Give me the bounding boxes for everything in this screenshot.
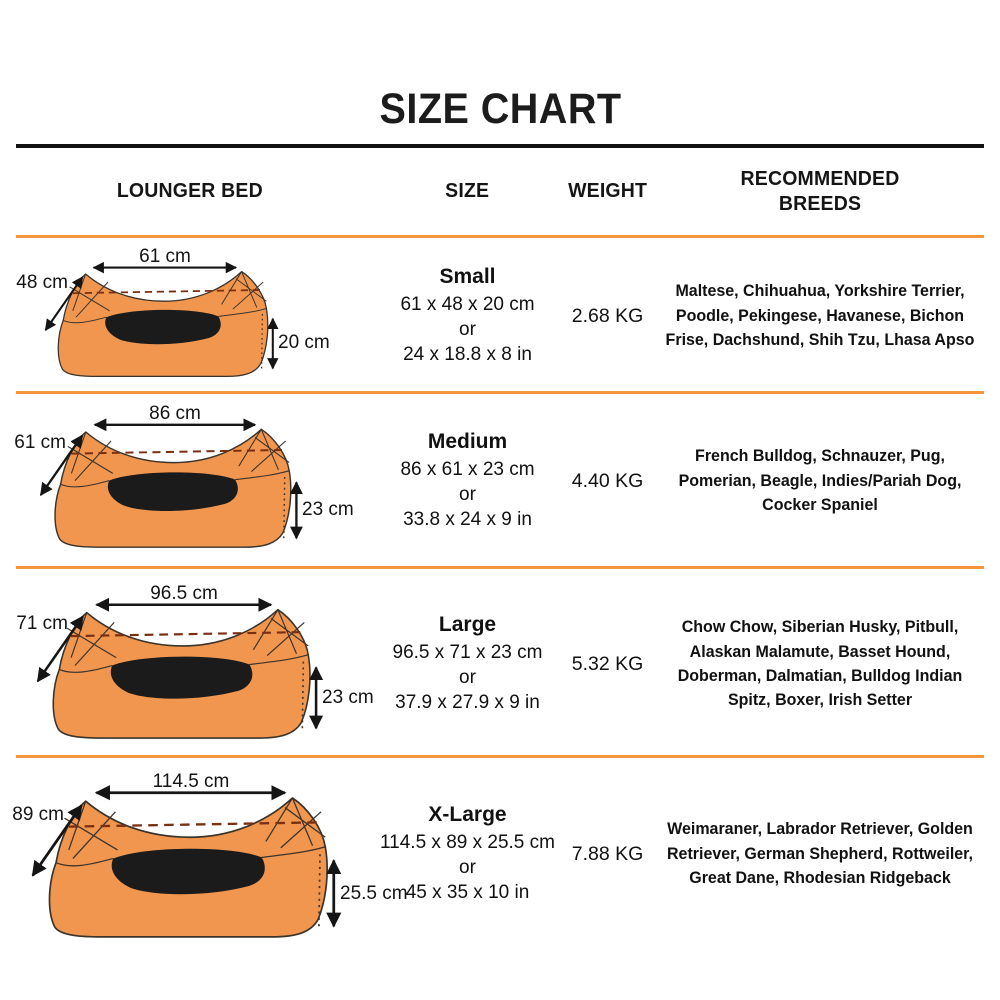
width-dim-label: 61 cm xyxy=(139,246,191,267)
depth-dim-label: 61 cm xyxy=(14,432,66,453)
header-recommended-breeds: RECOMMENDED BREEDS xyxy=(740,167,900,215)
breeds-cell-x-large xyxy=(650,758,990,950)
title-block xyxy=(16,0,984,148)
weight-value: 5.32 KG xyxy=(571,652,644,675)
table-row-medium xyxy=(10,394,990,566)
size-dims-in: 33.8 x 24 x 9 in xyxy=(403,509,532,531)
depth-dim-label: 48 cm xyxy=(16,272,68,293)
bed-cell-large xyxy=(10,569,374,759)
weight-cell-x-large xyxy=(565,758,650,950)
size-name: X-Large xyxy=(428,802,507,826)
table-row-x-large xyxy=(10,758,990,946)
size-cell-x-large xyxy=(370,758,565,950)
page-title: SIZE CHART xyxy=(379,85,621,133)
size-dims-cm: 61 x 48 x 20 cm xyxy=(400,293,535,315)
or-separator: or xyxy=(459,318,476,340)
size-dims-in: 45 x 35 x 10 in xyxy=(405,882,530,904)
height-dim-label: 20 cm xyxy=(278,332,330,353)
height-dim-label: 23 cm xyxy=(322,687,374,708)
bed-cell-medium xyxy=(10,394,370,568)
height-dim-label: 25.5 cm xyxy=(340,883,408,904)
header-size: SIZE xyxy=(445,179,490,203)
size-cell-medium xyxy=(370,394,565,568)
table-row-small xyxy=(10,238,990,391)
breeds-list: French Bulldog, Schnauzer, Pug, Pomerian, Beagle, Indies/Pariah Dog, Cocker Spaniel xyxy=(678,447,962,515)
size-dims-cm: 114.5 x 89 x 25.5 cm xyxy=(380,831,555,853)
lounger-bed-illustration-small xyxy=(10,244,370,394)
size-dims-cm: 96.5 x 71 x 23 cm xyxy=(392,641,543,663)
breeds-list: Chow Chow, Siberian Husky, Pitbull, Alaskan Malamute, Basset Hound, Doberman, Dalmatian, Bulldog Indian Spitz, Boxer, Irish Setter xyxy=(677,618,963,710)
breeds-cell-medium xyxy=(650,394,990,568)
or-separator: or xyxy=(459,483,476,505)
header-cell-lounger-bed xyxy=(10,148,370,235)
lounger-bed-illustration-large xyxy=(10,575,374,759)
size-name: Large xyxy=(438,612,497,636)
size-dims-in: 24 x 18.8 x 8 in xyxy=(403,344,532,366)
breeds-list: Weimaraner, Labrador Retriever, Golden Retriever, German Shepherd, Rottweiler, Great Dane, Rhodesian Ridgeback xyxy=(666,820,973,888)
header-cell-size xyxy=(370,148,565,235)
lounger-bed-illustration-medium xyxy=(10,400,370,568)
bed-cell-small xyxy=(10,238,370,394)
size-name: Small xyxy=(439,264,496,288)
or-separator: or xyxy=(459,666,476,688)
or-separator: or xyxy=(459,856,476,878)
size-cell-large xyxy=(370,569,565,759)
size-dims-cm: 86 x 61 x 23 cm xyxy=(400,458,535,480)
weight-cell-large xyxy=(565,569,650,759)
breeds-cell-small xyxy=(650,238,990,394)
table-header-row xyxy=(10,148,990,235)
header-weight: WEIGHT xyxy=(567,179,648,203)
width-dim-label: 114.5 cm xyxy=(152,771,230,792)
width-dim-label: 96.5 cm xyxy=(150,583,218,604)
height-dim-label: 23 cm xyxy=(302,499,354,520)
weight-value: 7.88 KG xyxy=(571,842,644,865)
header-lounger-bed: LOUNGER BED xyxy=(116,179,264,203)
depth-dim-label: 71 cm xyxy=(16,613,68,634)
size-dims-in: 37.9 x 27.9 x 9 in xyxy=(395,692,540,714)
weight-value: 4.40 KG xyxy=(571,469,644,492)
breeds-cell-large xyxy=(650,569,990,759)
table-row-large xyxy=(10,569,990,755)
weight-value: 2.68 KG xyxy=(571,304,644,327)
size-name: Medium xyxy=(427,429,508,453)
weight-cell-medium xyxy=(565,394,650,568)
breeds-list: Maltese, Chihuahua, Yorkshire Terrier, Poodle, Pekingese, Havanese, Bichon Frise, Dachshund, Shih Tzu, Lhasa Apso xyxy=(665,282,975,350)
bed-cell-x-large xyxy=(10,758,408,950)
lounger-bed-illustration-x-large xyxy=(10,764,408,950)
size-cell-small xyxy=(370,238,565,394)
depth-dim-label: 89 cm xyxy=(12,804,64,825)
header-cell-breeds xyxy=(650,148,990,235)
header-cell-weight xyxy=(565,148,650,235)
width-dim-label: 86 cm xyxy=(149,403,201,424)
weight-cell-small xyxy=(565,238,650,394)
